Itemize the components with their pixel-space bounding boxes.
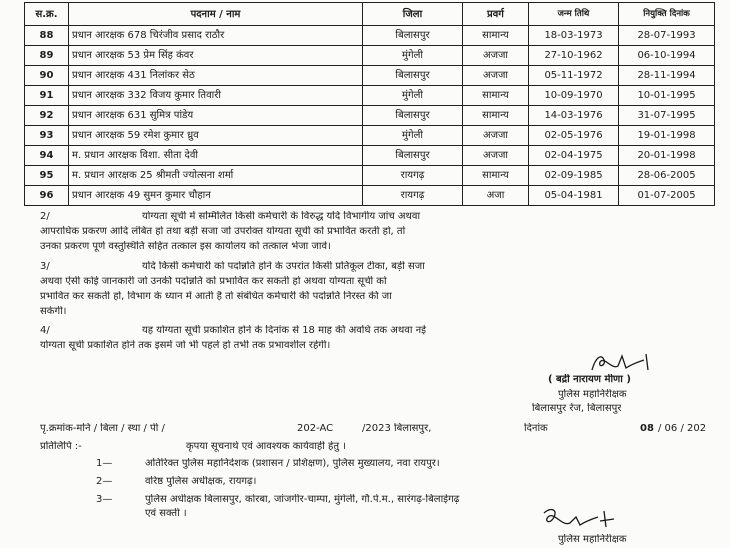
row-serial: 96 xyxy=(25,186,69,206)
row-name: प्रधान आरक्षक 431 निलांकर सेठ xyxy=(69,66,363,86)
col-header-doj: नियुक्ति दिनांक xyxy=(619,3,715,26)
row-dob: 14-03-1976 xyxy=(529,106,619,126)
row-dob: 02-05-1976 xyxy=(529,126,619,146)
row-doj: 19-01-1998 xyxy=(619,126,715,146)
memo-ref-prefix: पृ.क्रमांक-मनि / बिला / स्था / पी / xyxy=(40,423,165,434)
signature-mark xyxy=(540,505,620,531)
para-number: 2/ xyxy=(40,211,50,222)
row-serial: 88 xyxy=(25,26,69,46)
row-name: प्रधान आरक्षक 59 रमेश कुमार ध्रुव xyxy=(69,126,363,146)
row-doj: 10-01-1995 xyxy=(619,86,715,106)
para-line: अथवा ऐसी कोई जानकारी जो उनकी पदोन्नति को प्रभावित कर सकती हो अथवा योग्यता सूची को xyxy=(40,276,387,287)
row-category: अजजा xyxy=(463,146,529,166)
row-district: बिलासपुर xyxy=(363,66,463,86)
table-row xyxy=(25,26,715,46)
signatory-designation: पुलिस महानिरीक्षक xyxy=(558,389,627,400)
row-doj: 20-01-1998 xyxy=(619,146,715,166)
row-dob: 02-04-1975 xyxy=(529,146,619,166)
row-category: अजजा xyxy=(463,126,529,146)
row-serial: 94 xyxy=(25,146,69,166)
row-dob: 05-11-1972 xyxy=(529,66,619,86)
eligibility-table xyxy=(24,2,715,206)
memo-date-day: 08 xyxy=(640,423,654,434)
row-category: अजजा xyxy=(463,66,529,86)
row-district: मुंगेली xyxy=(363,46,463,66)
row-name: म. प्रधान आरक्षक विशा. सीता देवी xyxy=(69,146,363,166)
row-category: सामान्य xyxy=(463,86,529,106)
memo-date-label: दिनांक xyxy=(524,423,548,434)
row-serial: 90 xyxy=(25,66,69,86)
copy-item-text: अतिरिक्त पुलिस महानिदेशक (प्रशासन / प्रशिक्षण), पुलिस मुख्यालय, नवा रायपुर। xyxy=(145,458,440,469)
col-header-category: प्रवर्ग xyxy=(463,3,529,26)
row-name: प्रधान आरक्षक 49 सुमन कुमार चौहान xyxy=(69,186,363,206)
row-category: अजजा xyxy=(463,46,529,66)
row-district: रायगढ़ xyxy=(363,186,463,206)
table-row xyxy=(25,86,715,106)
table-header-row xyxy=(25,3,715,26)
row-district: बिलासपुर xyxy=(363,106,463,126)
signatory-name: ( बद्री नारायण मीणा ) xyxy=(548,374,631,385)
para-number: 3/ xyxy=(40,261,50,272)
para-line: यह योग्यता सूची प्रकाशित होने के दिनांक से 18 माह की अवधि तक अथवा नई xyxy=(142,325,427,336)
para-line: योग्यता सूची प्रकाशित होने तक इसमें जो भी पहले हो तभी तक प्रभावशील रहेगी। xyxy=(40,340,331,351)
para-number: 4/ xyxy=(40,325,50,336)
copy-label: प्रतिलिपि :- xyxy=(40,441,82,452)
row-name: म. प्रधान आरक्षक 25 श्रीमती ज्योत्सना शर्मा xyxy=(69,166,363,186)
row-doj: 28-11-1994 xyxy=(619,66,715,86)
row-district: मुंगेली xyxy=(363,86,463,106)
row-dob: 18-03-1973 xyxy=(529,26,619,46)
row-category: सामान्य xyxy=(463,26,529,46)
row-dob: 02-09-1985 xyxy=(529,166,619,186)
row-district: रायगढ़ xyxy=(363,166,463,186)
row-category: सामान्य xyxy=(463,166,529,186)
table-row xyxy=(25,126,715,146)
copy-intro: कृपया सूचनार्थ एवं आवश्यक कार्यवाही हेतु । xyxy=(186,441,346,452)
para-line: प्रभावित कर सकती हो, विभाग के ध्यान में आती है तो संबंधित कर्मचारी की पदोन्नति निरस्त की जा xyxy=(40,291,392,302)
table-row xyxy=(25,166,715,186)
copy-item-number: 2— xyxy=(96,476,113,487)
row-district: बिलासपुर xyxy=(363,146,463,166)
row-category: अजा xyxy=(463,186,529,206)
col-header-name: पदनाम / नाम xyxy=(69,3,363,26)
table-row xyxy=(25,106,715,126)
row-serial: 93 xyxy=(25,126,69,146)
copy-item-number: 3— xyxy=(96,494,113,505)
col-header-serial: स.क्र. xyxy=(25,3,69,26)
memo-ref-number: 202-AC xyxy=(297,423,334,434)
row-name: प्रधान आरक्षक 332 विजय कुमार तिवारी xyxy=(69,86,363,106)
row-doj: 06-10-1994 xyxy=(619,46,715,66)
copy-item-continuation: एवं सक्ती । xyxy=(145,508,187,519)
row-serial: 92 xyxy=(25,106,69,126)
table-row xyxy=(25,66,715,86)
row-dob: 27-10-1962 xyxy=(529,46,619,66)
footer-designation: पुलिस महानिरीक्षक xyxy=(558,534,627,545)
row-name: प्रधान आरक्षक 678 चिरंजीव प्रसाद राठौर xyxy=(69,26,363,46)
row-dob: 05-04-1981 xyxy=(529,186,619,206)
para-line: योग्यता सूची में सम्मिलित किसी कर्मचारी के विरुद्ध यदि विभागीय जांच अथवा xyxy=(142,211,421,222)
row-doj: 28-07-1993 xyxy=(619,26,715,46)
para-line: सकेगी। xyxy=(40,306,67,317)
row-doj: 01-07-2005 xyxy=(619,186,715,206)
row-doj: 28-06-2005 xyxy=(619,166,715,186)
row-dob: 10-09-1970 xyxy=(529,86,619,106)
row-serial: 89 xyxy=(25,46,69,66)
table-row xyxy=(25,146,715,166)
para-line: आपराधिक प्रकरण आदि लंबित हो तथा बड़ी सजा जो उपरोक्त योग्यता सूची को प्रभावित करती हो, तो xyxy=(40,226,406,237)
row-name: प्रधान आरक्षक 631 सुमित्र पांडेय xyxy=(69,106,363,126)
row-name: प्रधान आरक्षक 53 प्रेम सिंह कंवर xyxy=(69,46,363,66)
para-line: यदि किसी कर्मचारी को पदोन्नति होने के उपरांत किसी प्रतिकूल टीका, बड़ी सजा xyxy=(142,261,425,272)
table-row xyxy=(25,186,715,206)
memo-date-rest: / 06 / 202 xyxy=(658,423,707,434)
col-header-district: जिला xyxy=(363,3,463,26)
copy-item-text: पुलिस अधीक्षक बिलासपुर, कोरबा, जांजगीर-चाम्पा, मुंगेली, गौ.पे.म., सारंगढ़-बिलाईगढ़ xyxy=(145,494,460,505)
signatory-office: बिलासपुर रेंज, बिलासपुर xyxy=(532,403,622,414)
copy-item-number: 1— xyxy=(96,458,113,469)
row-serial: 91 xyxy=(25,86,69,106)
row-doj: 31-07-1995 xyxy=(619,106,715,126)
signature-mark xyxy=(588,350,658,374)
row-serial: 95 xyxy=(25,166,69,186)
copy-item-text: वरिष्ठ पुलिस अधीक्षक, रायगढ़। xyxy=(145,476,257,487)
col-header-dob: जन्म तिथि xyxy=(529,3,619,26)
row-category: सामान्य xyxy=(463,106,529,126)
para-line: उनका प्रकरण पूर्ण वस्तुस्थिति सहित तत्काल इस कार्यालय को तत्काल भेजा जावे। xyxy=(40,241,331,252)
row-district: मुंगेली xyxy=(363,126,463,146)
memo-ref-suffix: /2023 बिलासपुर, xyxy=(362,423,432,434)
table-row xyxy=(25,46,715,66)
row-district: बिलासपुर xyxy=(363,26,463,46)
